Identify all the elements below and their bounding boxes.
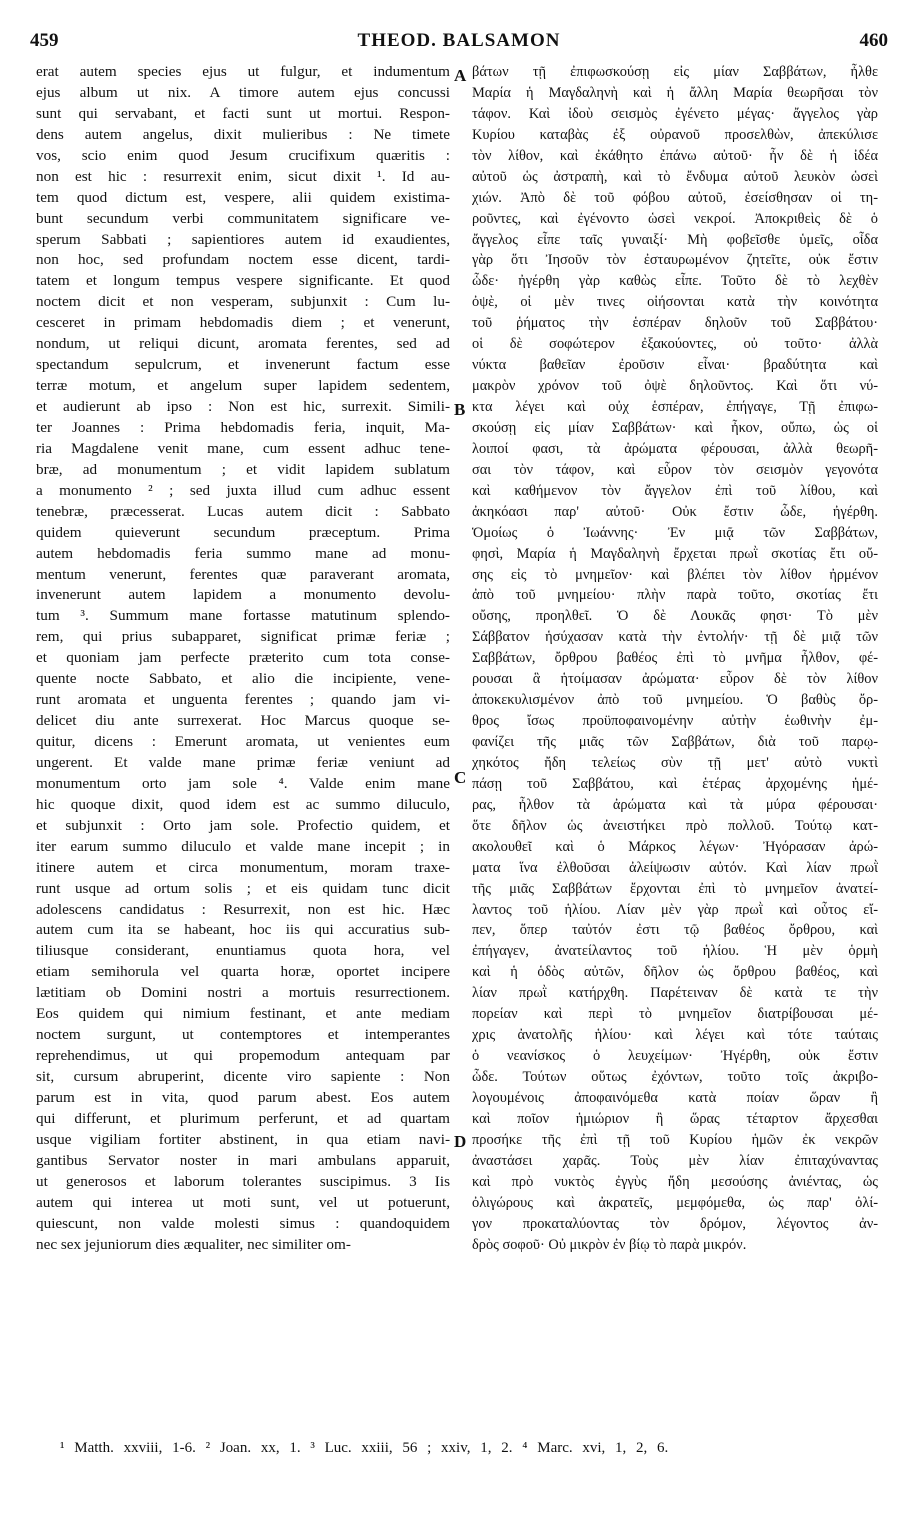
latin-text-line: tem quod dictum est, vespere, alii quidem existima- [36,188,450,206]
greek-text-line: καὶ ποῖον ἡμιώριον ἢ ὥρας τέταρτον ἄρχεσθαι [472,1110,878,1127]
latin-text-line: terræ motum, et angelum super lapidem sedentem, [36,377,450,395]
latin-text-line: ut generosos et laborum tolerantes suscipimus. 3 Iis [36,1172,450,1190]
greek-text-line: λοιποί φασι, τὰ ἀρώματα φέρουσαι, ἀλλὰ θεωρῆ- [472,440,878,457]
latin-text-line: noctem surgunt, ut contemptores et intemperantes [36,1026,450,1044]
latin-text-line: et subjunxit : Orto jam sole. Profectio quidem, et [36,816,450,834]
greek-text-line: τάφον. Καὶ ἰδοὺ σεισμὸς ἐγένετο μέγας· ἄγγελος γὰρ [472,105,878,122]
latin-text-line: vos, scio enim quod Jesum crucifixum quæritis : [36,146,450,164]
greek-text-line: προσήκε τῆς ἐπὶ τῇ τοῦ Κυρίου ἡμῶν ἐκ νεκρῶν [472,1131,878,1148]
latin-text-line: cesceret in primam hebdomadis diem ; et venerunt, [36,314,450,332]
greek-text-line: θρος ἴσως προϋποφαινομένην αὐτὴν ἑωθινὴν ἐμ- [472,713,878,730]
latin-text-line: quidem quieverunt secundum præceptum. Prima [36,523,450,541]
latin-text-line: ejus album ut nix. A timore autem ejus concussi [36,83,450,101]
latin-text-line: delicet diu ante surrexerat. Hoc Marcus quoque se- [36,712,450,730]
greek-text-line: ὅτε δῆλον ὡς ἀνειστήκει πρὸ πολλοῦ. Τούτῳ κατ- [472,817,878,834]
latin-text-line: tiliusque considerant, enuntiamus quota hora, vel [36,942,450,960]
greek-text-line: γον προκαταλύοντας τὸν δρόμον, λέγοντος ἀν- [472,1215,878,1232]
latin-text-line: hic quoque dixit, quod idem est ac summo diluculo, [36,795,450,813]
margin-letter-b: B [454,400,466,419]
latin-text-line: rem, qui prius subapparet, significat primæ feriæ ; [36,628,450,646]
latin-text-line: invenerunt autem lapidem a monumento devolu- [36,586,450,604]
latin-text-line: nondum, ut reliqui dicunt, aromata ferentes, sed ad [36,335,450,353]
latin-text-line: nec sex jejuniorum dies æqualiter, nec similiter om- [36,1235,351,1253]
greek-text-line: χηκότος ἤδη τελείως σὺν τῇ μετ' αὐτὸ νυκτὶ [472,754,878,771]
latin-text-line: ter Joannes : Prima hebdomadis feria, inquit, Ma- [36,418,450,436]
greek-text-line: καὶ ἡ ὁδὸς αὐτῶν, δῆλον ὡς ὄρθρου βαθέος, καὶ [472,964,878,981]
latin-text-line: runt usque ad ortum solis ; et eis quidam tunc dicit [36,879,450,897]
greek-text-line: καὶ πρὸ νυκτὸς ἐγγὺς ἤδη μεσούσης ἀνιέντας, ὡς [472,1173,878,1190]
page-number-right: 460 [859,30,888,51]
greek-text-line: ὧδε. Τούτων οὕτως ἐχόντων, τοῦτο τοῖς ἀκριβο- [472,1069,878,1085]
latin-text-line: qui differunt, et plurimum perferunt, et ad quartam [36,1109,450,1127]
greek-text-line: φησὶ, Μαρία ἡ Μαγδαληνὴ ἔρχεται πρωῒ σκοτίας ἔτι οὔ- [472,545,878,562]
latin-text-line: reprehendimus, ut qui propemodum antequam par [36,1047,450,1065]
latin-text-line: spectandum sepulcrum, et invenerunt factum esse [36,356,450,374]
latin-text-line: bræ, ad monumentum ; et vidit lapidem sublatum [36,460,450,478]
greek-text-line: ρουσαι ἃ ἡτοίμασαν ἀρώματα· εὗρον δὲ τὸν λίθον [472,671,878,688]
latin-text-line: quente nocte Sabbato, et alio die incipiente, vene- [36,670,450,688]
greek-text-line: τῆς μιᾶς Σαββάτων ἔρχονται ἐπὶ τὸ μνημεῖον ἀνατεί- [472,880,878,897]
greek-text-line: τοῦ ῥήματος τὴν ἑσπέραν δηλοῦν τοῦ Σαββάτου· [472,315,878,332]
latin-text-line: quitur, dicens : Emerunt aromata, ut venientes eum [36,733,450,750]
latin-text-line: non est hic : resurrexit enim, sicut dixit ¹. Id au- [36,167,450,185]
greek-text-line: γὰρ ὅτι Ἰησοῦν τὸν ἐσταυρωμένον ζητεῖτε, οὐκ ἔστιν [472,252,878,269]
latin-text-line: adolescens candidatus : Resurrexit, non est hic. Hæc [36,900,450,918]
page-header [30,30,888,60]
latin-text-line: gantibus Servator noster in mari ambulans apparuit, [36,1151,450,1169]
greek-text-line: ρας, ἦλθον τὰ ἀρώματα καὶ τὰ μύρα φέρουσαι· [472,796,878,813]
greek-text-line: λαντος τοῦ ἡλίου. Λίαν μὲν γὰρ πρωῒ καὶ οὗτος εἴ- [472,901,878,918]
greek-text-line: βάτων τῇ ἐπιφωσκούσῃ εἰς μίαν Σαββάτων, ἦλθε [472,64,878,80]
latin-text-line: et quoniam jam perfecte præterito cum tota conse- [36,649,450,667]
margin-letter-d: D [454,1132,467,1151]
greek-text-line: ἄγγελος εἶπε ταῖς γυναιξί· Μὴ φοβεῖσθε ὑμεῖς, οἶδα [472,231,878,248]
margin-letter-c: C [454,768,467,787]
margin-letter-a: A [454,66,467,85]
latin-text-line: ria Magdalene venit mane, cum essent adhuc tene- [36,439,450,457]
greek-text-line: ὀλιγώρους καὶ ἀκρατεῖς, μεμφόμεθα, ὡς παρ' ὀλί- [472,1194,878,1211]
page-number-left: 459 [30,30,59,51]
greek-text-line: Κυρίου καταβὰς ἐξ οὐρανοῦ προσελθὼν, ἀπεκύλισε [472,126,878,143]
greek-text-line: χρις ἀνατολῆς ἡλίου· καὶ λέγει καὶ τότε ταύταις [472,1027,878,1044]
greek-text-line: σης εἰς τὸ μνημεῖον· καὶ βλέπει τὸν λίθον ἠρμένον [472,566,878,583]
greek-text-line: ροῦντες, καὶ ἐγένοντο ὡσεὶ νεκροί. Ἀποκριθεὶς δὲ ὁ [472,210,878,227]
greek-text-line: Μαρία ἡ Μαγδαληνὴ καὶ ἡ ἄλλη Μαρία θεωρῆσαι τὸν [472,84,878,101]
latin-text-line: autem cum ita se habeant, hoc iis qui accuratius sub- [36,921,450,939]
latin-text-line: tenebræ, præcesserat. Lucas autem dicit : Sabbato [36,502,450,520]
latin-text-line: Eos quidem qui nimium festinant, et ante mediam [36,1005,450,1023]
greek-text-line: κτα λέγει καὶ οὐχ ἑσπέραν, ἐπήγαγε, Τῇ ἐπιφω- [472,399,878,415]
greek-text-line: φανίζει τῆς μιᾶς τῶν Σαββάτων, διὰ τοῦ παρῳ- [472,734,878,750]
latin-text-line: sperum Sabbati ; sapientiores autem id exaudientes, [36,230,450,248]
greek-text-line: ὧδε· ἠγέρθη γὰρ καθὼς εἶπε. Τοῦτο δὲ τὸ λεχθὲν [472,273,878,290]
latin-text-line: etiam semihorula vel quarta horæ, oportet incipere [36,963,450,981]
greek-text-line: οἱ δὲ σοφώτερον ἐξακούοντες, οὐ τοῦτο· ἀλλὰ [472,336,878,353]
latin-text-line: et audierunt ab ipso : Non est hic, surrexit. Simili- [36,398,450,415]
latin-text-line: ungerent. Et valde mane primæ feriæ veniunt ad [36,753,450,771]
latin-text-line: tatem et longum tempus vespere significante. Et quod [36,272,450,290]
greek-text-line: Σάββατον ἡσύχασαν κατὰ τὴν ἐντολήν· τῇ δὲ μιᾷ τῶν [472,629,878,646]
latin-text-line: autem qui interea ut moti sunt, vel ut potuerunt, [36,1193,450,1211]
greek-text-line: ἀκηκόασι παρ' αὐτοῦ· Οὐκ ἔστιν ὧδε, ἠγέρθη. [472,503,878,520]
greek-text-line: πορείαν καὶ περὶ τὸ μνημεῖον διατρίβουσαι μέ- [472,1006,878,1023]
greek-column [472,62,878,1255]
latin-text-line: runt aromata et unguenta ferentes ; quando jam vi- [36,691,450,709]
latin-text-line: itinere autem et circa monumentum, moram traxe- [36,858,450,876]
latin-text-line: iter earum summo diluculo et valde mane incepit ; in [36,837,450,855]
greek-text-line: τὸν λίθον, καὶ ἐκάθητο ἐπάνω αὐτοῦ· ἦν δὲ ἡ ἰδέα [472,147,878,164]
latin-text-line: erat autem species ejus ut fulgur, et indumentum [36,63,450,80]
greek-text-line: πάσῃ τοῦ Σαββάτου, καὶ ἑτέρας ἀρχομένης ἡμέ- [472,775,878,792]
latin-text-line: quiescunt, non valde molesti simus : quandoquidem [36,1214,450,1232]
greek-text-line: ματα ἵνα ἐλθοῦσαι ἀλείψωσιν αὐτόν. Καὶ λίαν πρωῒ [472,859,878,876]
greek-text-line: αὐτοῦ ὡς ἀστραπὴ, καὶ τὸ ἔνδυμα αὐτοῦ λευκὸν ὡσεὶ [472,168,878,185]
latin-text-line: dens autem angelus, dixit mulieribus : Ne timete [36,125,450,143]
latin-text-line: tum ³. Summum mane fortasse matutinum splendo- [36,607,450,625]
latin-text-line: autem hebdomadis feria summo mane ad monu- [36,544,450,562]
greek-text-line: οὔσης, προηλθεῖ. Ὁ δὲ Λουκᾶς φησι· Τὸ μὲν [472,608,878,625]
greek-text-line: σαι τὸν τάφον, καὶ εὗρον τὸν σεισμὸν γεγονότα [472,461,878,478]
greek-text-line: χιών. Ἀπὸ δὲ τοῦ φόβου αὐτοῦ, ἐσείσθησαν οἱ τη- [472,189,878,206]
greek-text-line: Ὁμοίως ὁ Ἰωάννης· Ἐν μιᾷ τῶν Σαββάτων, [472,524,878,541]
greek-text-line: ἀποκεκυλισμένον ἀπὸ τοῦ μνημείου. Ὁ βαθὺς ὄρ- [472,692,878,709]
greek-text-line: ὁ νεανίσκος ὁ λευχείμων· Ἠγέρθη, οὐκ ἔστιν [472,1048,878,1065]
greek-text-line: μακρὸν χρόνον τοῦ ὀψὲ δηλοῦντος. Καὶ ὅτι νύ- [472,378,878,395]
latin-text-line: sit, cursum abruperint, dicente viro sapiente : Non [36,1068,450,1085]
greek-text-line: νύκτα βαθεῖαν ἐροῦσιν εἶναι· βραδύτητα καὶ [472,357,878,374]
greek-text-line: ἀναστάσει χαρᾶς. Τοὺς μὲν λίαν ἐπιταχύναντας [472,1152,878,1169]
latin-text-line: lætitiam ob Domini nostri a mortuis resurrectionem. [36,984,450,1002]
greek-text-line: ἀπὸ τοῦ μνημείου· πλὴν παρὰ τοῦτο, σκοτίας ἔτι [472,587,878,604]
latin-text-line: sunt qui servabant, et facti sunt ut mortui. Respon- [36,104,450,122]
latin-column [36,62,450,1255]
latin-text-line: a monumento ² ; sed juxta illud cum adhuc essent [36,481,450,499]
greek-text-line: σκούσῃ εἰς μίαν Σαββάτων· καὶ ἦκον, οὔπω, ὡς οἱ [472,419,878,436]
latin-text-line: monumentum orto jam sole ⁴. Valde enim mane [36,774,450,792]
latin-text-line: non hoc, sed profundam noctem esse dicent, tardi- [36,251,450,269]
latin-text-line: usque vigiliam fortiter abstinent, in qua etiam navi- [36,1130,450,1148]
running-title: THEOD. BALSAMON [357,30,561,51]
greek-text-line: λίαν πρωῒ κατήρχθη. Παρέτειναν δὲ κατὰ τε τὴν [472,985,878,1002]
greek-text-line: Σαββάτων, ὄρθρου βαθέος ἐπὶ τὸ μνῆμα ἦλθον, φέ- [472,650,878,667]
greek-text-line: πεν, ὅπερ ταὐτόν ἐστι τῷ βαθέος ὄρθρου, καὶ [472,922,878,939]
greek-text-line: ἐπήγαγεν, ἀνατείλαντος τοῦ ἡλίου. Ἡ μὲν ὁρμὴ [472,943,878,960]
greek-text-line: δρὸς σοφοῦ· Οὐ μικρὸν ἐν βίῳ τὸ παρὰ μικρόν. [472,1236,747,1253]
latin-text-line: noctem dicit et non vesperam, subjunxit : Cum lu- [36,293,450,311]
latin-text-line: parum est in vita, quod parum abest. Eos autem [36,1088,450,1106]
latin-text-line: mentum venerunt, ferentes quæ paraverant aromata, [36,565,450,583]
greek-text-line: καὶ καθήμενον τὸν ἄγγελον ἐπὶ τοῦ λίθου, καὶ [472,482,878,499]
greek-text-line: ακολουθεῖ καὶ ὁ Μάρκος λέγων· Ἠγόρασαν ἀρώ- [472,838,878,855]
footnotes: ¹ Matth. xxviii, 1-6. ² Joan. xx, 1. ³ Luc. xxiii, 56 ; xxiv, 1, 2. ⁴ Marc. xvi, 1, 2, 6. [60,1440,669,1456]
greek-text-line: λογουμένοις ἀποφαινόμεθα κατὰ ποίαν ὥραν ἢ [472,1089,878,1106]
greek-text-line: ὀψὲ, οἱ μὲν τινες οἰήσονται κατὰ τὴν κοινότητα [472,294,878,311]
latin-text-line: bunt secundum verbi communitatem significare ve- [36,209,450,227]
